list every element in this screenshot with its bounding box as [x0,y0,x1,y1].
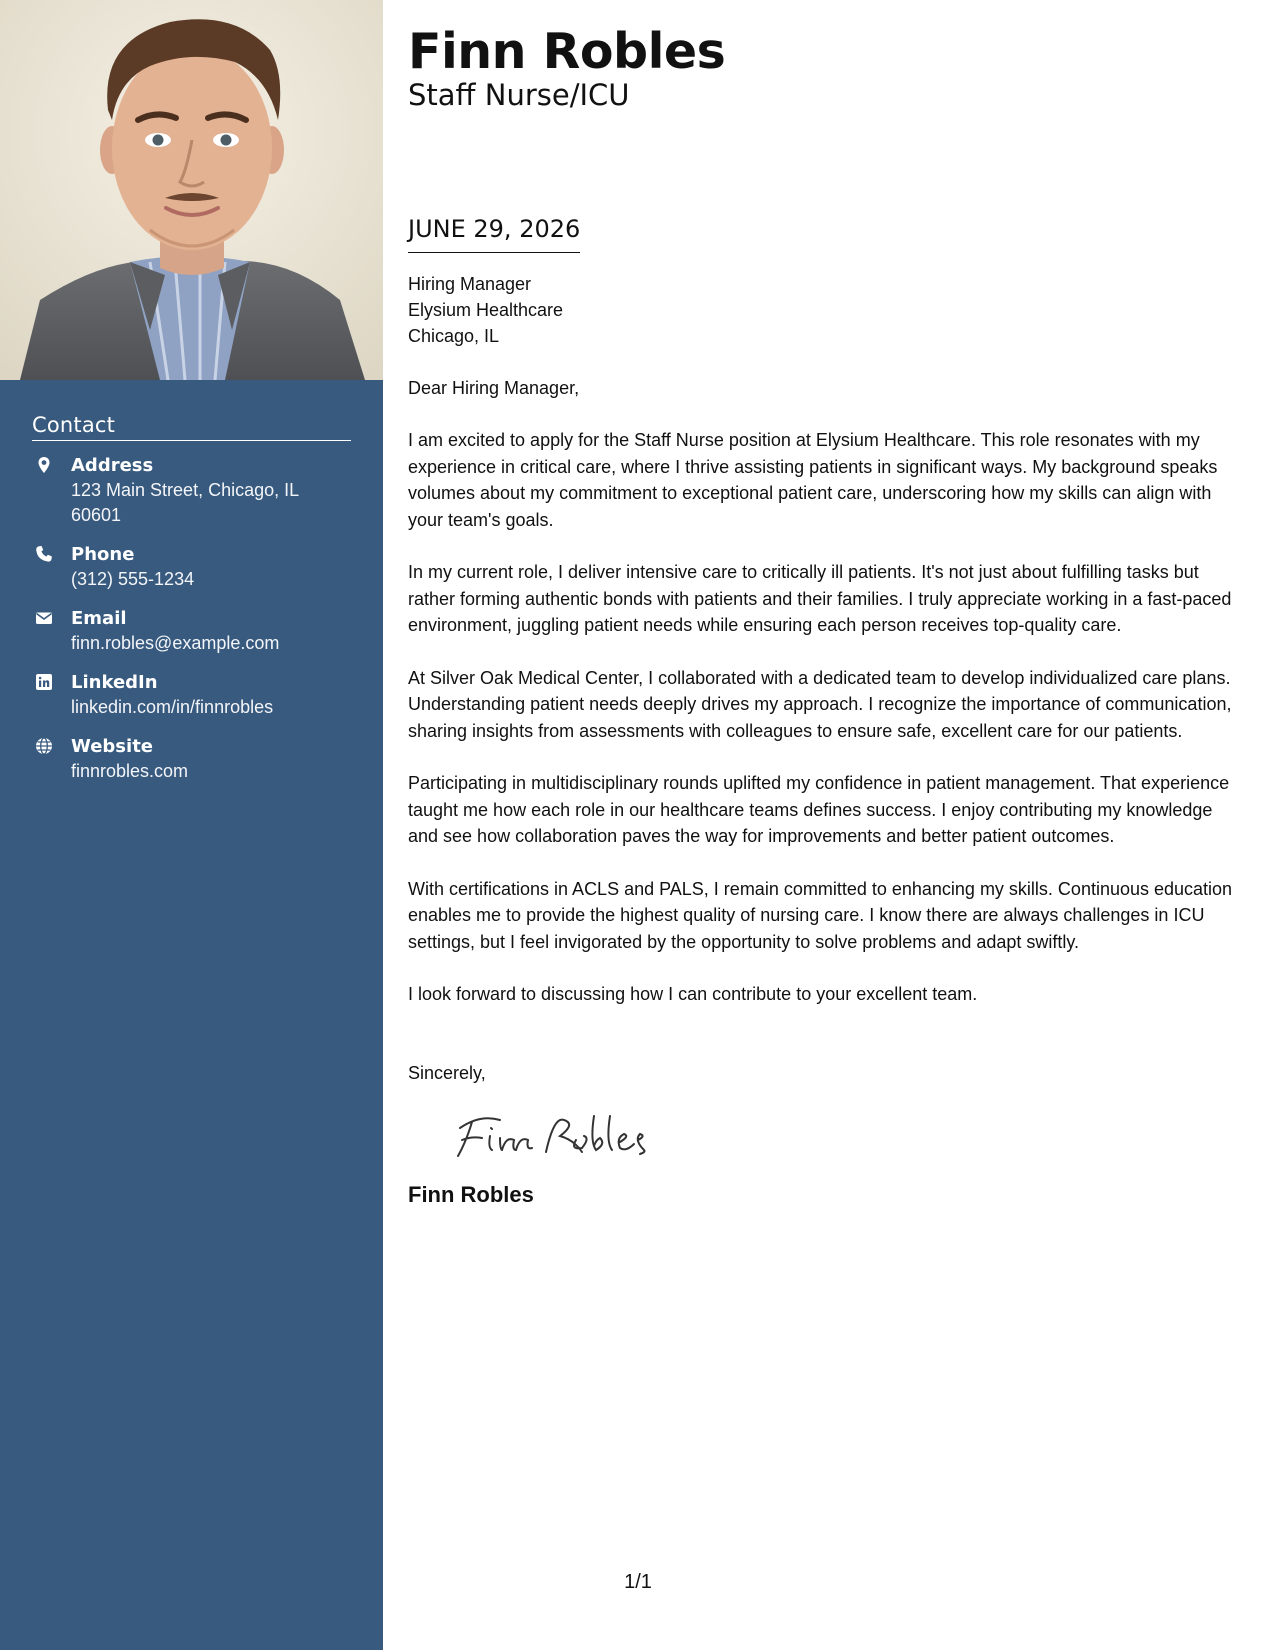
paragraph: With certifications in ACLS and PALS, I remain committed to enhancing my skills. Continuous education enables me to provide the highest quality of nursing care. I know there are always challenges in ICU settings, but I feel invigorated by the opportunity to solve problems and adapt swiftly. [408,878,1233,952]
contact-label: LinkedIn [71,672,158,693]
closing: Sincerely, [408,1062,486,1083]
applicant-name: Finn Robles [408,23,726,80]
contact-section [32,413,351,798]
salutation: Dear Hiring Manager, [408,378,580,398]
letter-body [408,22,1243,1210]
linkedin-icon [35,673,53,691]
phone-value[interactable]: (312) 555-1234 [71,569,195,589]
phone-icon [35,545,53,563]
paragraph: Participating in multidisciplinary rounds uplifted my confidence in patient management. That experience taught me how each role in our healthcare teams defines success. I enjoy contributing my knowledge and see how collaboration paves the way for improvements and better patient outcomes. [408,773,1230,846]
contact-email [32,606,351,656]
contact-label: Email [71,608,127,629]
page-number: 1/1 [624,1571,652,1593]
paragraph: At Silver Oak Medical Center, I collaborated with a dedicated team to develop individualized care plans. Understanding patient needs deeply drives my approach. I recognize the importance of communication, sharing insights from assessments with colleagues to ensure safe, excellent care for our patients. [408,667,1232,741]
website-value[interactable]: finnrobles.com [71,761,189,781]
map-pin-icon [35,456,53,474]
contact-heading: Contact [32,413,351,441]
recipient-line: Chicago, IL [408,326,500,346]
contact-label: Website [71,736,154,757]
contact-label: Address [71,455,154,476]
envelope-icon [35,609,53,627]
paragraph: I look forward to discussing how I can contribute to your excellent team. [408,984,978,1004]
address-value: 123 Main Street, Chicago, IL 60601 [71,480,299,525]
contact-website [32,734,351,784]
email-value[interactable]: finn.robles@example.com [71,633,280,653]
paragraph: In my current role, I deliver intensive care to critically ill patients. It's not just about fulfilling tasks but rather forming authentic bonds with patients and their families. I truly appreciate working in a fast-paced environment, juggling patient needs while ensuring each person receives top-quality care. [408,562,1232,635]
job-title: Staff Nurse/ICU [408,78,630,112]
contact-label: Phone [71,544,135,565]
globe-icon [35,737,53,755]
sidebar [0,0,383,1650]
paragraph: I am excited to apply for the Staff Nurse position at Elysium Healthcare. This role resonates with my experience in critical care, where I thrive assisting patients in significant ways. My background speaks volumes about my commitment to exceptional patient care, underscoring how my skills can align with your team's goals. [408,430,1218,530]
linkedin-value[interactable]: linkedin.com/in/finnrobles [71,697,274,717]
recipient-line: Hiring Manager [408,274,532,294]
letter-date: JUNE 29, 2026 [408,212,580,253]
signature-image [450,1106,650,1166]
recipient-line: Elysium Healthcare [408,300,564,320]
profile-photo [0,0,383,380]
contact-linkedin [32,670,351,720]
recipient-block [408,271,1243,349]
contact-phone [32,542,351,592]
signer-name: Finn Robles [408,1181,534,1207]
contact-address [32,453,351,528]
